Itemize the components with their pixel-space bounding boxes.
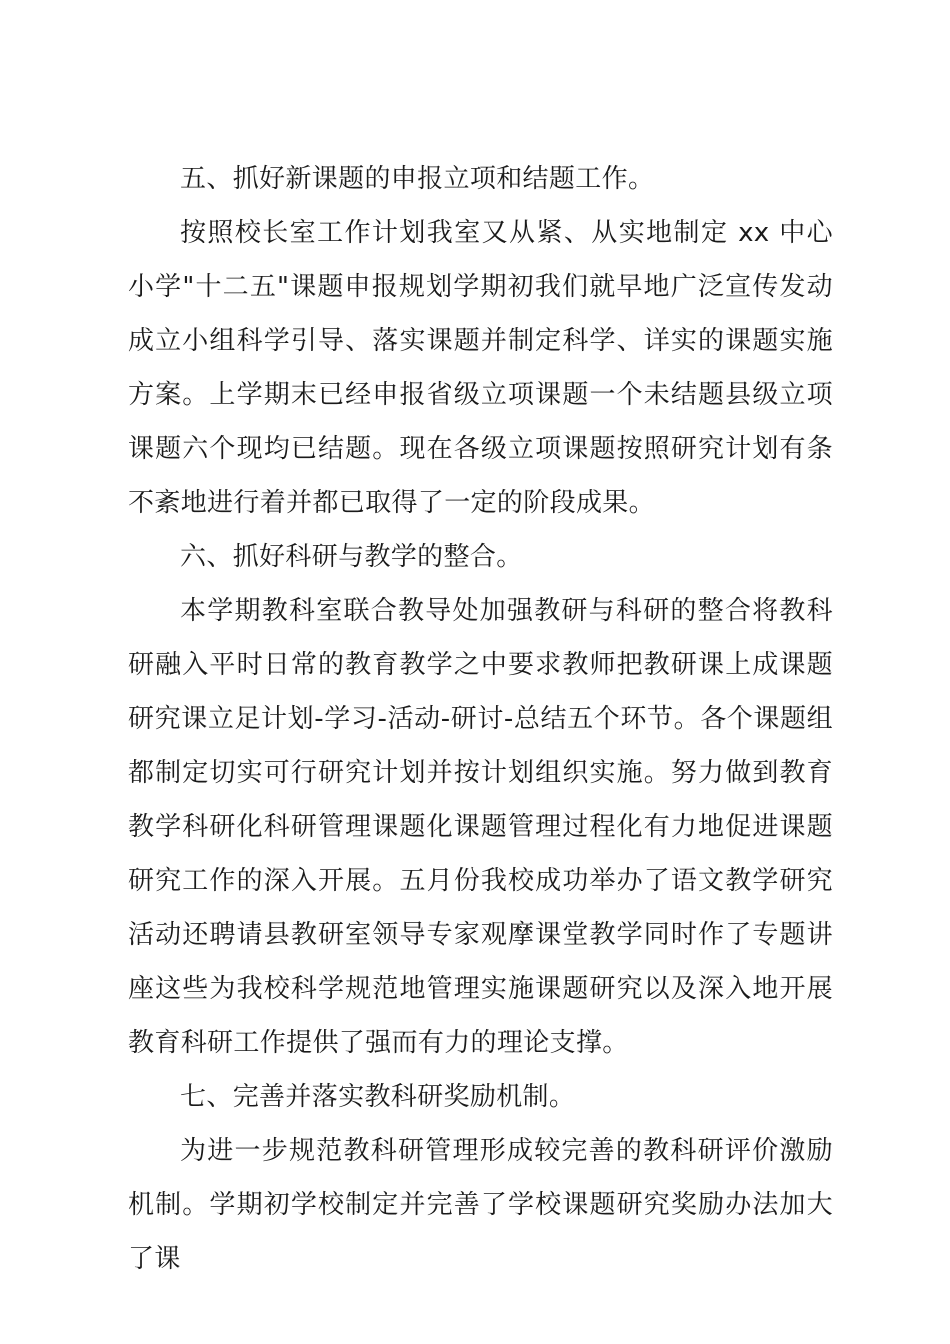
paragraph-project-application: 按照校长室工作计划我室又从紧、从实地制定 xx 中心小学"十二五"课题申报规划学期初我们就早地广泛宣传发动成立小组科学引导、落实课题并制定科学、详实的课题实施方案。上学期末已经申报省级立项课题一个未结题县级立项课题六个现均已结题。现在各级立项课题按照研究计划有条不紊地进行着并都已取得了一定的阶段成果。 <box>128 218 833 518</box>
section-heading-6: 六、抓好科研与教学的整合。 <box>180 542 523 572</box>
document-body <box>128 152 833 1286</box>
section-heading-7: 七、完善并落实教科研奖励机制。 <box>180 1082 576 1112</box>
section-heading-5: 五、抓好新课题的申报立项和结题工作。 <box>180 164 655 194</box>
paragraph-research-integration: 本学期教科室联合教导处加强教研与科研的整合将教科研融入平时日常的教育教学之中要求教师把教研课上成课题研究课立足计划-学习-活动-研讨-总结五个环节。各个课题组都制定切实可行研究计划并按计划组织实施。努力做到教育教学科研化科研管理课题化课题管理过程化有力地促进课题研究工作的深入开展。五月份我校成功举办了语文教学研究活动还聘请县教研室领导专家观摩课堂教学同时作了专题讲座这些为我校科学规范地管理实施课题研究以及深入地开展教育科研工作提供了强而有力的理论支撑。 <box>128 596 833 1058</box>
paragraph-reward-mechanism: 为进一步规范教科研管理形成较完善的教科研评价激励机制。学期初学校制定并完善了学校课题研究奖励办法加大了课 <box>128 1136 833 1274</box>
